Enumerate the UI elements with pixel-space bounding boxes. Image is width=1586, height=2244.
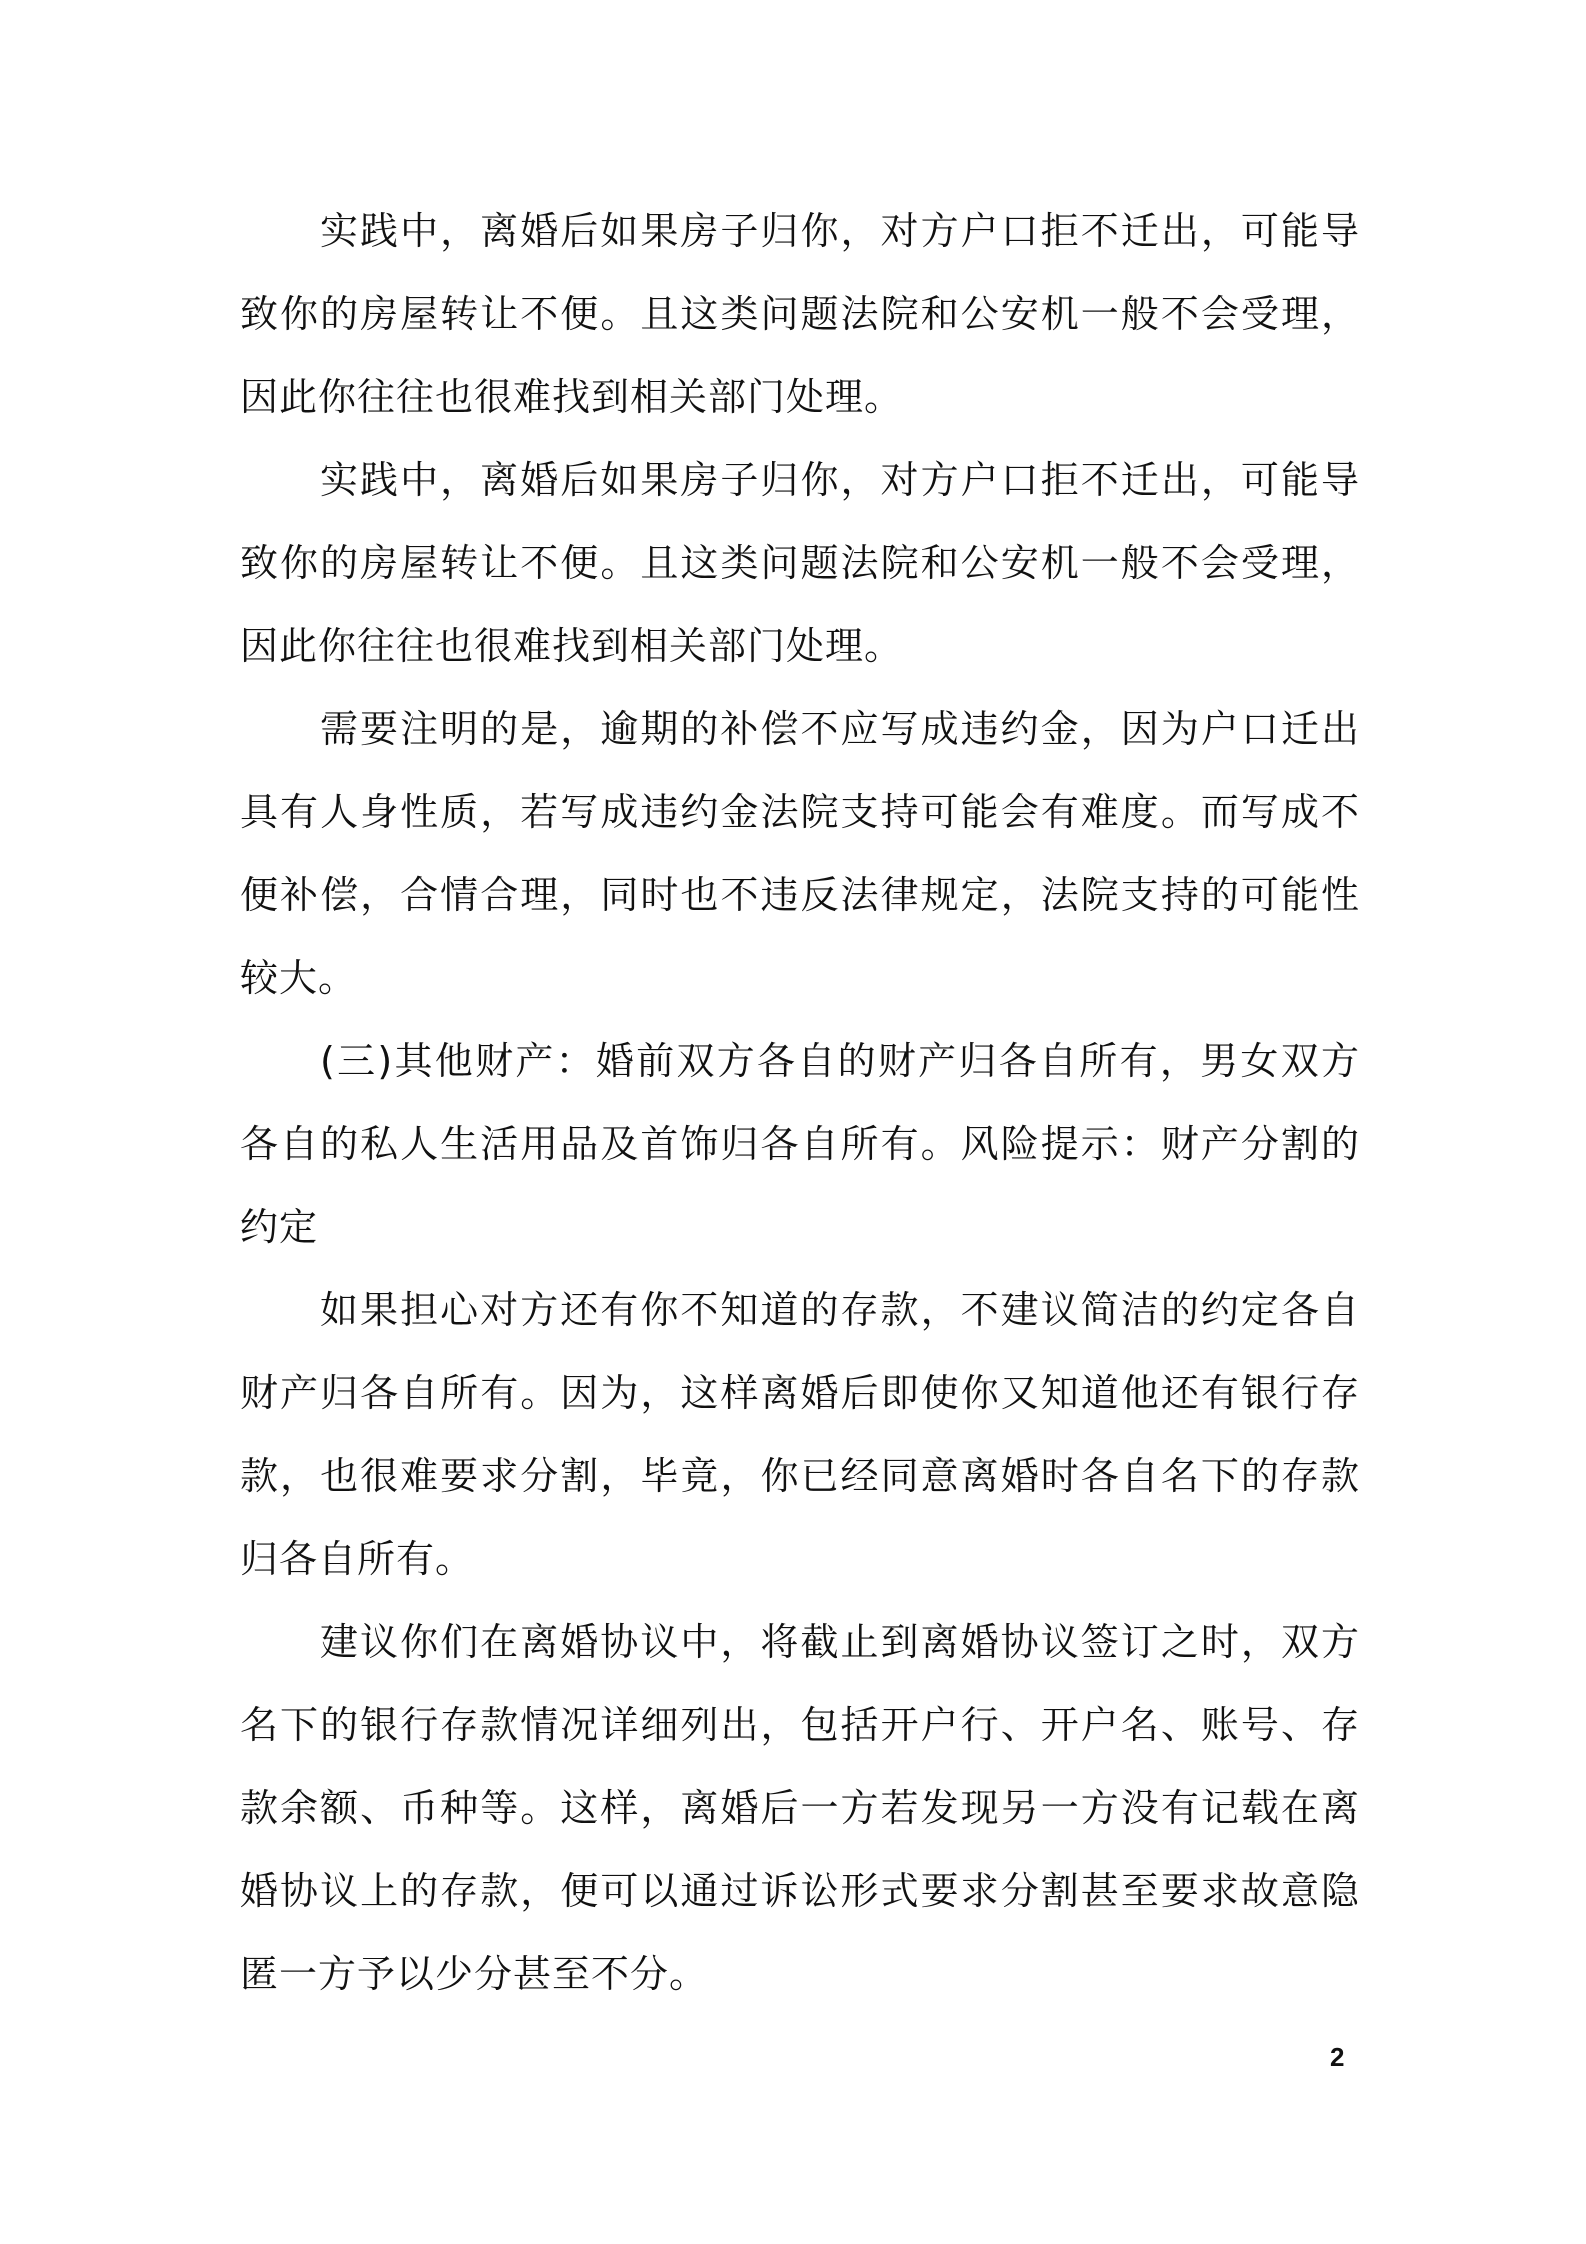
paragraph-suggestion: 建议你们在离婚协议中，将截止到离婚协议签订之时，双方名下的银行存款情况详细列出，包括开户行、开户名、账号、存款余额、币种等。这样，离婚后一方若发现另一方没有记载在离婚协议上的存款，便可以通过诉讼形式要求分割甚至要求故意隐匿一方予以少分甚至不分。	[240, 1620, 1360, 1996]
document-body	[240, 190, 1360, 2016]
paragraph-practice-2: 实践中，离婚后如果房子归你，对方户口拒不迁出，可能导致你的房屋转让不便。且这类问题法院和公安机一般不会受理，因此你往往也很难找到相关部门处理。	[240, 458, 1360, 668]
paragraph-compensation-note: 需要注明的是，逾期的补偿不应写成违约金，因为户口迁出具有人身性质，若写成违约金法院支持可能会有难度。而写成不便补偿，合情合理，同时也不违反法律规定，法院支持的可能性较大。	[240, 707, 1360, 1000]
paragraph-other-property: (三)其他财产：婚前双方各自的财产归各自所有，男女双方各自的私人生活用品及首饰归各自所有。风险提示：财产分割的约定	[240, 1039, 1360, 1249]
page-number: 2	[1330, 2042, 1345, 2072]
paragraph-practice-1: 实践中，离婚后如果房子归你，对方户口拒不迁出，可能导致你的房屋转让不便。且这类问题法院和公安机一般不会受理，因此你往往也很难找到相关部门处理。	[240, 209, 1360, 419]
paragraph-deposit-concern: 如果担心对方还有你不知道的存款，不建议简洁的约定各自财产归各自所有。因为，这样离婚后即使你又知道他还有银行存款，也很难要求分割，毕竟，你已经同意离婚时各自名下的存款归各自所有。	[240, 1288, 1360, 1581]
